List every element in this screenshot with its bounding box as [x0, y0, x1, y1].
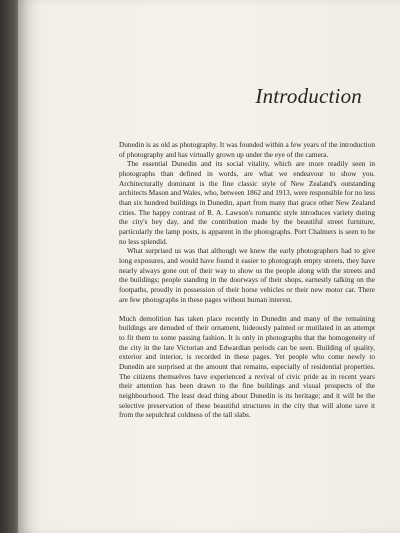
paragraph-4: Much demolition has taken place recently in Dunedin and many of the remaining buildings are denuded of their ornament, hideously painted or mutilated in an attempt to fit them to some passing fashion. It is only in photographs that the homogeneity of the city in the late Victorian and Edwardian periods can be seen. Building of quality, exterior and interior, is recorded in these pages. Yet people who come newly to Dunedin are surprised at the amount that remains, especially of residential properties. The citizens themselves have experienced a revival of civic pride as in recent years their attention has been drawn to the fine buildings and visual prospects of the neighbourhood. The least dead thing about Dunedin is its heritage; and it will be the selective preservation of these beautiful structures in the city that will alone save it from the sepulchral coldness of the tall slabs. [119, 313, 375, 420]
paragraph-3: What surprised us was that although we knew the early photographers had to give long exposures, and would have found it easier to photograph empty streets, they have nearly always gone out of their way to show us the people along with the streets and the buildings; people standing in the doorways of their shops, earnestly talking on the footpaths, proudly in possession of their horse vehicles or their new motor car. There are few photographs in these pages without human interest. [119, 246, 375, 304]
paragraph-2: The essential Dunedin and its social vitality, which are more readily seen in photographs than defined in words, are what we endeavour to show you. Architecturally dominant is the fine classic style of New Zealand's outstanding architects Mason and Wales, who, between 1862 and 1913, were responsible for no less than six hundred buildings in Dunedin, apart from many that grace other New Zealand cities. The happy contrast of R. A. Lawson's romantic style introduces variety during the city's hey day, and the contribution made by the beautiful street furniture, particularly the lamp posts, is apparent in the photographs. Port Chalmers is seen to be no less splendid. [119, 159, 375, 246]
paragraph-1: Dunedin is as old as photography. It was founded within a few years of the introduction of photography and has virtually grown up under the eye of the camera. [119, 140, 375, 159]
book-page [18, 0, 400, 533]
body-text [119, 140, 375, 420]
page-title: Introduction [255, 84, 362, 108]
